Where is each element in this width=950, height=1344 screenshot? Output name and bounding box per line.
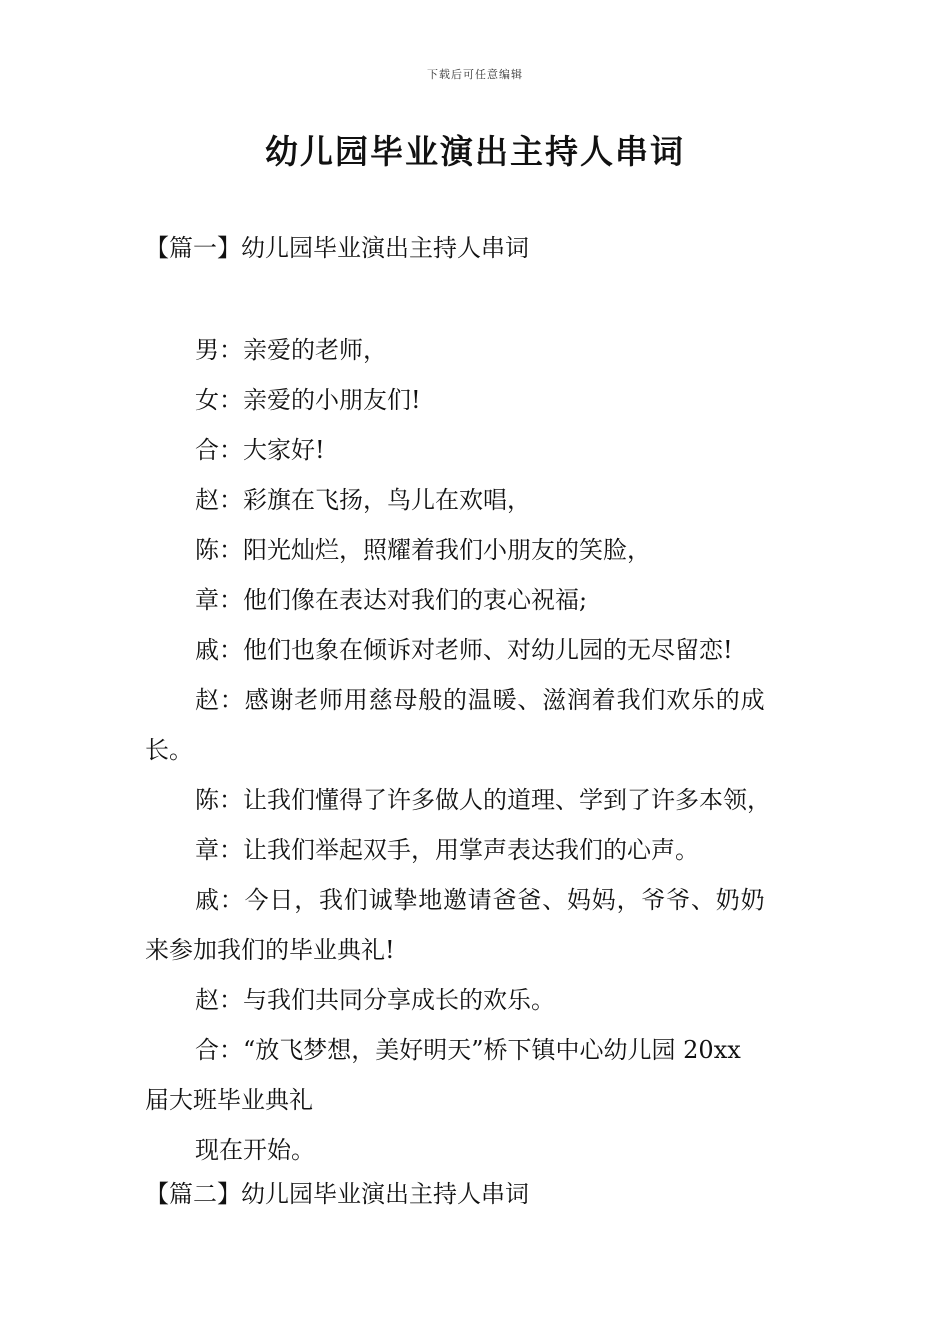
script-line: 现在开始。 — [195, 1136, 315, 1164]
section-heading-2: 【篇二】幼儿园毕业演出主持人串词 — [145, 1180, 529, 1208]
script-line: 赵：感谢老师用慈母般的温暖、滋润着我们欢乐的成 — [195, 686, 766, 714]
script-line-continuation: 届大班毕业典礼 — [145, 1086, 313, 1114]
script-line: 合：大家好! — [195, 436, 325, 464]
header-note: 下载后可任意编辑 — [427, 68, 523, 81]
script-line: 陈：阳光灿烂，照耀着我们小朋友的笑脸， — [195, 536, 651, 564]
script-line: 女：亲爱的小朋友们! — [195, 386, 421, 414]
script-line: 陈：让我们懂得了许多做人的道理、学到了许多本领， — [195, 786, 771, 814]
script-line: 戚：他们也象在倾诉对老师、对幼儿园的无尽留恋! — [195, 636, 733, 664]
script-body — [145, 330, 813, 1180]
script-line: 赵：彩旗在飞扬，鸟儿在欢唱， — [195, 486, 531, 514]
script-line: 戚：今日，我们诚挚地邀请爸爸、妈妈，爷爷、奶奶 — [195, 886, 766, 914]
document-title: 幼儿园毕业演出主持人串词 — [265, 132, 685, 171]
script-line: 章：让我们举起双手，用掌声表达我们的心声。 — [195, 836, 699, 864]
script-line: 合：“放飞梦想，美好明天”桥下镇中心幼儿园 20xx — [195, 1036, 741, 1064]
script-line: 赵：与我们共同分享成长的欢乐。 — [195, 986, 555, 1014]
script-line-continuation: 长。 — [145, 736, 193, 764]
script-line-continuation: 来参加我们的毕业典礼! — [145, 936, 395, 964]
section-heading-1: 【篇一】幼儿园毕业演出主持人串词 — [145, 234, 529, 262]
script-line: 章：他们像在表达对我们的衷心祝福; — [195, 586, 588, 614]
script-line: 男：亲爱的老师， — [195, 336, 387, 364]
